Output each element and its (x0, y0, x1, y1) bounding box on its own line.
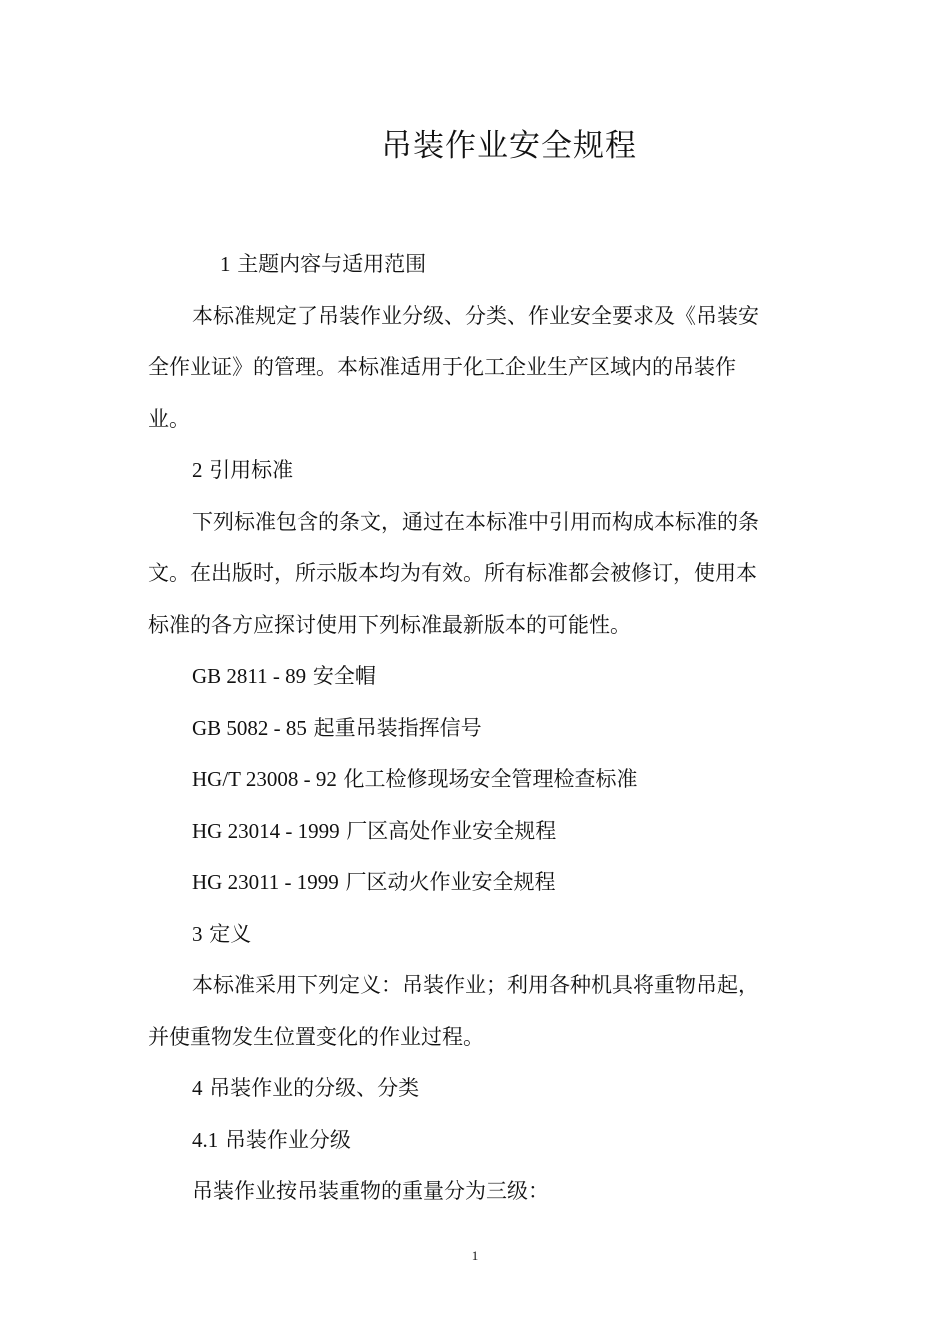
reference-item (148, 754, 808, 806)
reference-name: 厂区动火作业安全规程 (345, 870, 556, 894)
reference-code: HG 23011 - 1999 (192, 870, 339, 894)
reference-item (148, 857, 808, 909)
section-heading-1 (148, 239, 808, 291)
paragraph-line: 业。 (148, 406, 190, 431)
section-heading-text: 引用标准 (209, 458, 294, 482)
section-heading-text: 主题内容与适用范围 (237, 252, 427, 276)
reference-code: HG 23014 - 1999 (192, 818, 340, 843)
reference-name: 厂区高处作业安全规程 (346, 818, 557, 843)
reference-name: 起重吊装指挥信号 (313, 715, 482, 740)
document-body (148, 239, 808, 1218)
subsection-number: 4.1 (192, 1127, 219, 1152)
paragraph-line: 下列标准包含的条文，通过在本标准中引用而构成本标准的条 (192, 509, 759, 534)
section-number: 4 (192, 1076, 203, 1100)
reference-code: HG/T 23008 - 92 (192, 767, 337, 791)
section-heading-2 (148, 445, 808, 497)
document-title: 吊装作业安全规程 (381, 128, 637, 164)
subsection-heading-text: 吊装作业分级 (224, 1127, 351, 1152)
paragraph-line: 吊装作业按吊装重物的重量分为三级： (192, 1179, 549, 1203)
section-number: 2 (192, 458, 203, 482)
subsection-heading-4-1 (148, 1115, 808, 1167)
reference-item (148, 703, 808, 755)
section-heading-4 (148, 1063, 808, 1115)
page-number: 1 (471, 1248, 479, 1263)
paragraph-line: 本标准规定了吊装作业分级、分类、作业安全要求及《吊装安 (192, 303, 759, 328)
reference-code: GB 5082 - 85 (192, 715, 307, 740)
reference-name: 安全帽 (312, 664, 376, 688)
reference-name: 化工检修现场安全管理检查标准 (343, 767, 638, 791)
section-number: 3 (192, 921, 203, 946)
section-heading-text: 定义 (209, 921, 252, 946)
reference-item (148, 651, 808, 703)
paragraph-line: 全作业证》的管理。本标准适用于化工企业生产区域内的吊装作 (148, 355, 736, 379)
paragraph-line: 本标准采用下列定义：吊装作业；利用各种机具将重物吊起， (192, 973, 759, 997)
section-heading-3 (148, 909, 808, 961)
paragraph-line: 并使重物发生位置变化的作业过程。 (148, 1024, 484, 1049)
section-number: 1 (220, 252, 231, 276)
paragraph-line: 文。在出版时，所示版本均为有效。所有标准都会被修订，使用本 (148, 561, 757, 585)
reference-code: GB 2811 - 89 (192, 664, 307, 688)
paragraph-line: 标准的各方应探讨使用下列标准最新版本的可能性。 (148, 612, 631, 637)
reference-item (148, 806, 808, 858)
section-heading-text: 吊装作业的分级、分类 (209, 1076, 420, 1100)
